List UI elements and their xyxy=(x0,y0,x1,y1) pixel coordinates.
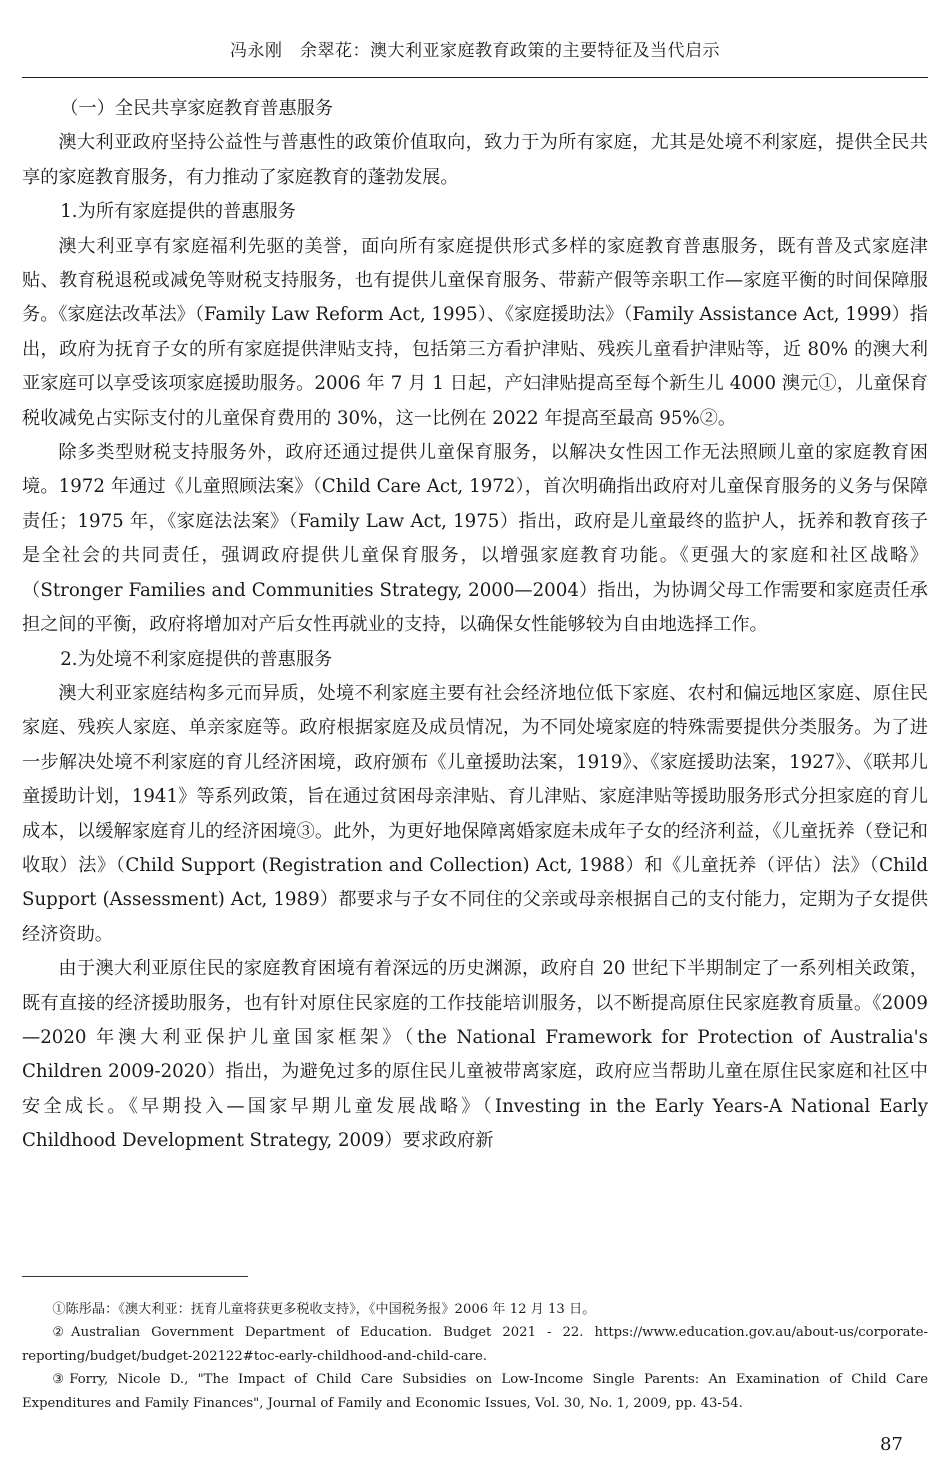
subsection-heading: 2.为处境不利家庭提供的普惠服务 xyxy=(60,648,333,670)
footnote-divider xyxy=(22,1276,248,1277)
header-divider xyxy=(22,77,928,78)
paragraph: 澳大利亚政府坚持公益性与普惠性的政策价值取向，致力于为所有家庭，尤其是处境不利家庭，提供全民共享的家庭教育服务，有力推动了家庭教育的蓬勃发展。 xyxy=(22,132,928,188)
paragraph: 由于澳大利亚原住民的家庭教育困境有着深远的历史渊源，政府自 20 世纪下半期制定了一系列相关政策，既有直接的经济援助服务，也有针对原住民家庭的工作技能培训服务，以不断提高原住民家庭教育质量。《2009—2020 年澳大利亚保护儿童国家框架》（the National Framework for Protection of Australia's Children 2009-2020）指出，为避免过多的原住民儿童被带离家庭，政府应当帮助儿童在原住民家庭和社区中安全成长。《早期投入—国家早期儿童发展战略》（Investing in the Early Years-A National Early Childhood Development Strategy, 2009）要求政府新 xyxy=(22,958,928,1152)
section-heading: （一）全民共享家庭教育普惠服务 xyxy=(60,98,334,119)
footnotes xyxy=(22,1298,928,1415)
body-text xyxy=(22,92,928,1159)
footnote: ①陈彤晶：《澳大利亚：抚育儿童将获更多税收支持》，《中国税务报》2006 年 12 月 13 日。 xyxy=(52,1302,596,1317)
paragraph: 澳大利亚家庭结构多元而异质，处境不利家庭主要有社会经济地位低下家庭、农村和偏远地区家庭、原住民家庭、残疾人家庭、单亲家庭等。政府根据家庭及成员情况，为不同处境家庭的特殊需要提供分类服务。为了进一步解决处境不利家庭的育儿经济困境，政府颁布《儿童援助法案，1919》、《家庭援助法案，1927》、《联邦儿童援助计划，1941》等系列政策，旨在通过贫困母亲津贴、育儿津贴、家庭津贴等援助服务形式分担家庭的育儿成本，以缓解家庭育儿的经济困境③。此外，为更好地保障离婚家庭未成年子女的经济利益，《儿童抚养（登记和收取）法》（Child Support (Registration and Collection) Act, 1988）和《儿童抚养（评估）法》（Child Support (Assessment) Act, 1989）都要求与子女不同住的父亲或母亲根据自己的支付能力，定期为子女提供经济资助。 xyxy=(22,682,928,945)
paragraph: 澳大利亚享有家庭福利先驱的美誉，面向所有家庭提供形式多样的家庭教育普惠服务，既有普及式家庭津贴、教育税退税或减免等财税支持服务，也有提供儿童保育服务、带薪产假等亲职工作—家庭平衡的时间保障服务。《家庭法改革法》（Family Law Reform Act, 1995）、《家庭援助法》（Family Assistance Act, 1999）指出，政府为抚育子女的所有家庭提供津贴支持，包括第三方看护津贴、残疾儿童看护津贴等，近 80% 的澳大利亚家庭可以享受该项家庭援助服务。2006 年 7 月 1 日起，产妇津贴提高至每个新生儿 4000 澳元①，儿童保育税收减免占实际支付的儿童保育费用的 30%，这一比例在 2022 年提高至最高 95%②。 xyxy=(22,235,928,429)
footnote: ③Forry, Nicole D., "The Impact of Child Care Subsidies on Low-Income Single Parents: An Examination of Child Care Expenditures and Family Finances", Journal of Family and Economic Issues, Vol. 30, No. 1, 2009, pp. 43-54. xyxy=(22,1372,928,1411)
subsection-heading: 1.为所有家庭提供的普惠服务 xyxy=(60,201,296,223)
footnote: ②Australian Government Department of Education. Budget 2021 - 22. https://www.education.gov.au/about-us/corporate-reporting/budget/budget-202122#toc-early-childhood-and-child-care. xyxy=(22,1325,928,1364)
paragraph: 除多类型财税支持服务外，政府还通过提供儿童保育服务，以解决女性因工作无法照顾儿童的家庭教育困境。1972 年通过《儿童照顾法案》（Child Care Act, 1972），首次明确指出政府对儿童保育服务的义务与保障责任；1975 年，《家庭法法案》（Family Law Act, 1975）指出，政府是儿童最终的监护人，抚养和教育孩子是全社会的共同责任，强调政府提供儿童保育服务，以增强家庭教育功能。《更强大的家庭和社区战略》（Stronger Families and Communities Strategy, 2000—2004）指出，为协调父母工作需要和家庭责任承担之间的平衡，政府将增加对产后女性再就业的支持，以确保女性能够较为自由地选择工作。 xyxy=(22,442,928,636)
page-number: 87 xyxy=(880,1434,903,1455)
running-header: 冯永刚 余翠花：澳大利亚家庭教育政策的主要特征及当代启示 xyxy=(230,41,720,61)
